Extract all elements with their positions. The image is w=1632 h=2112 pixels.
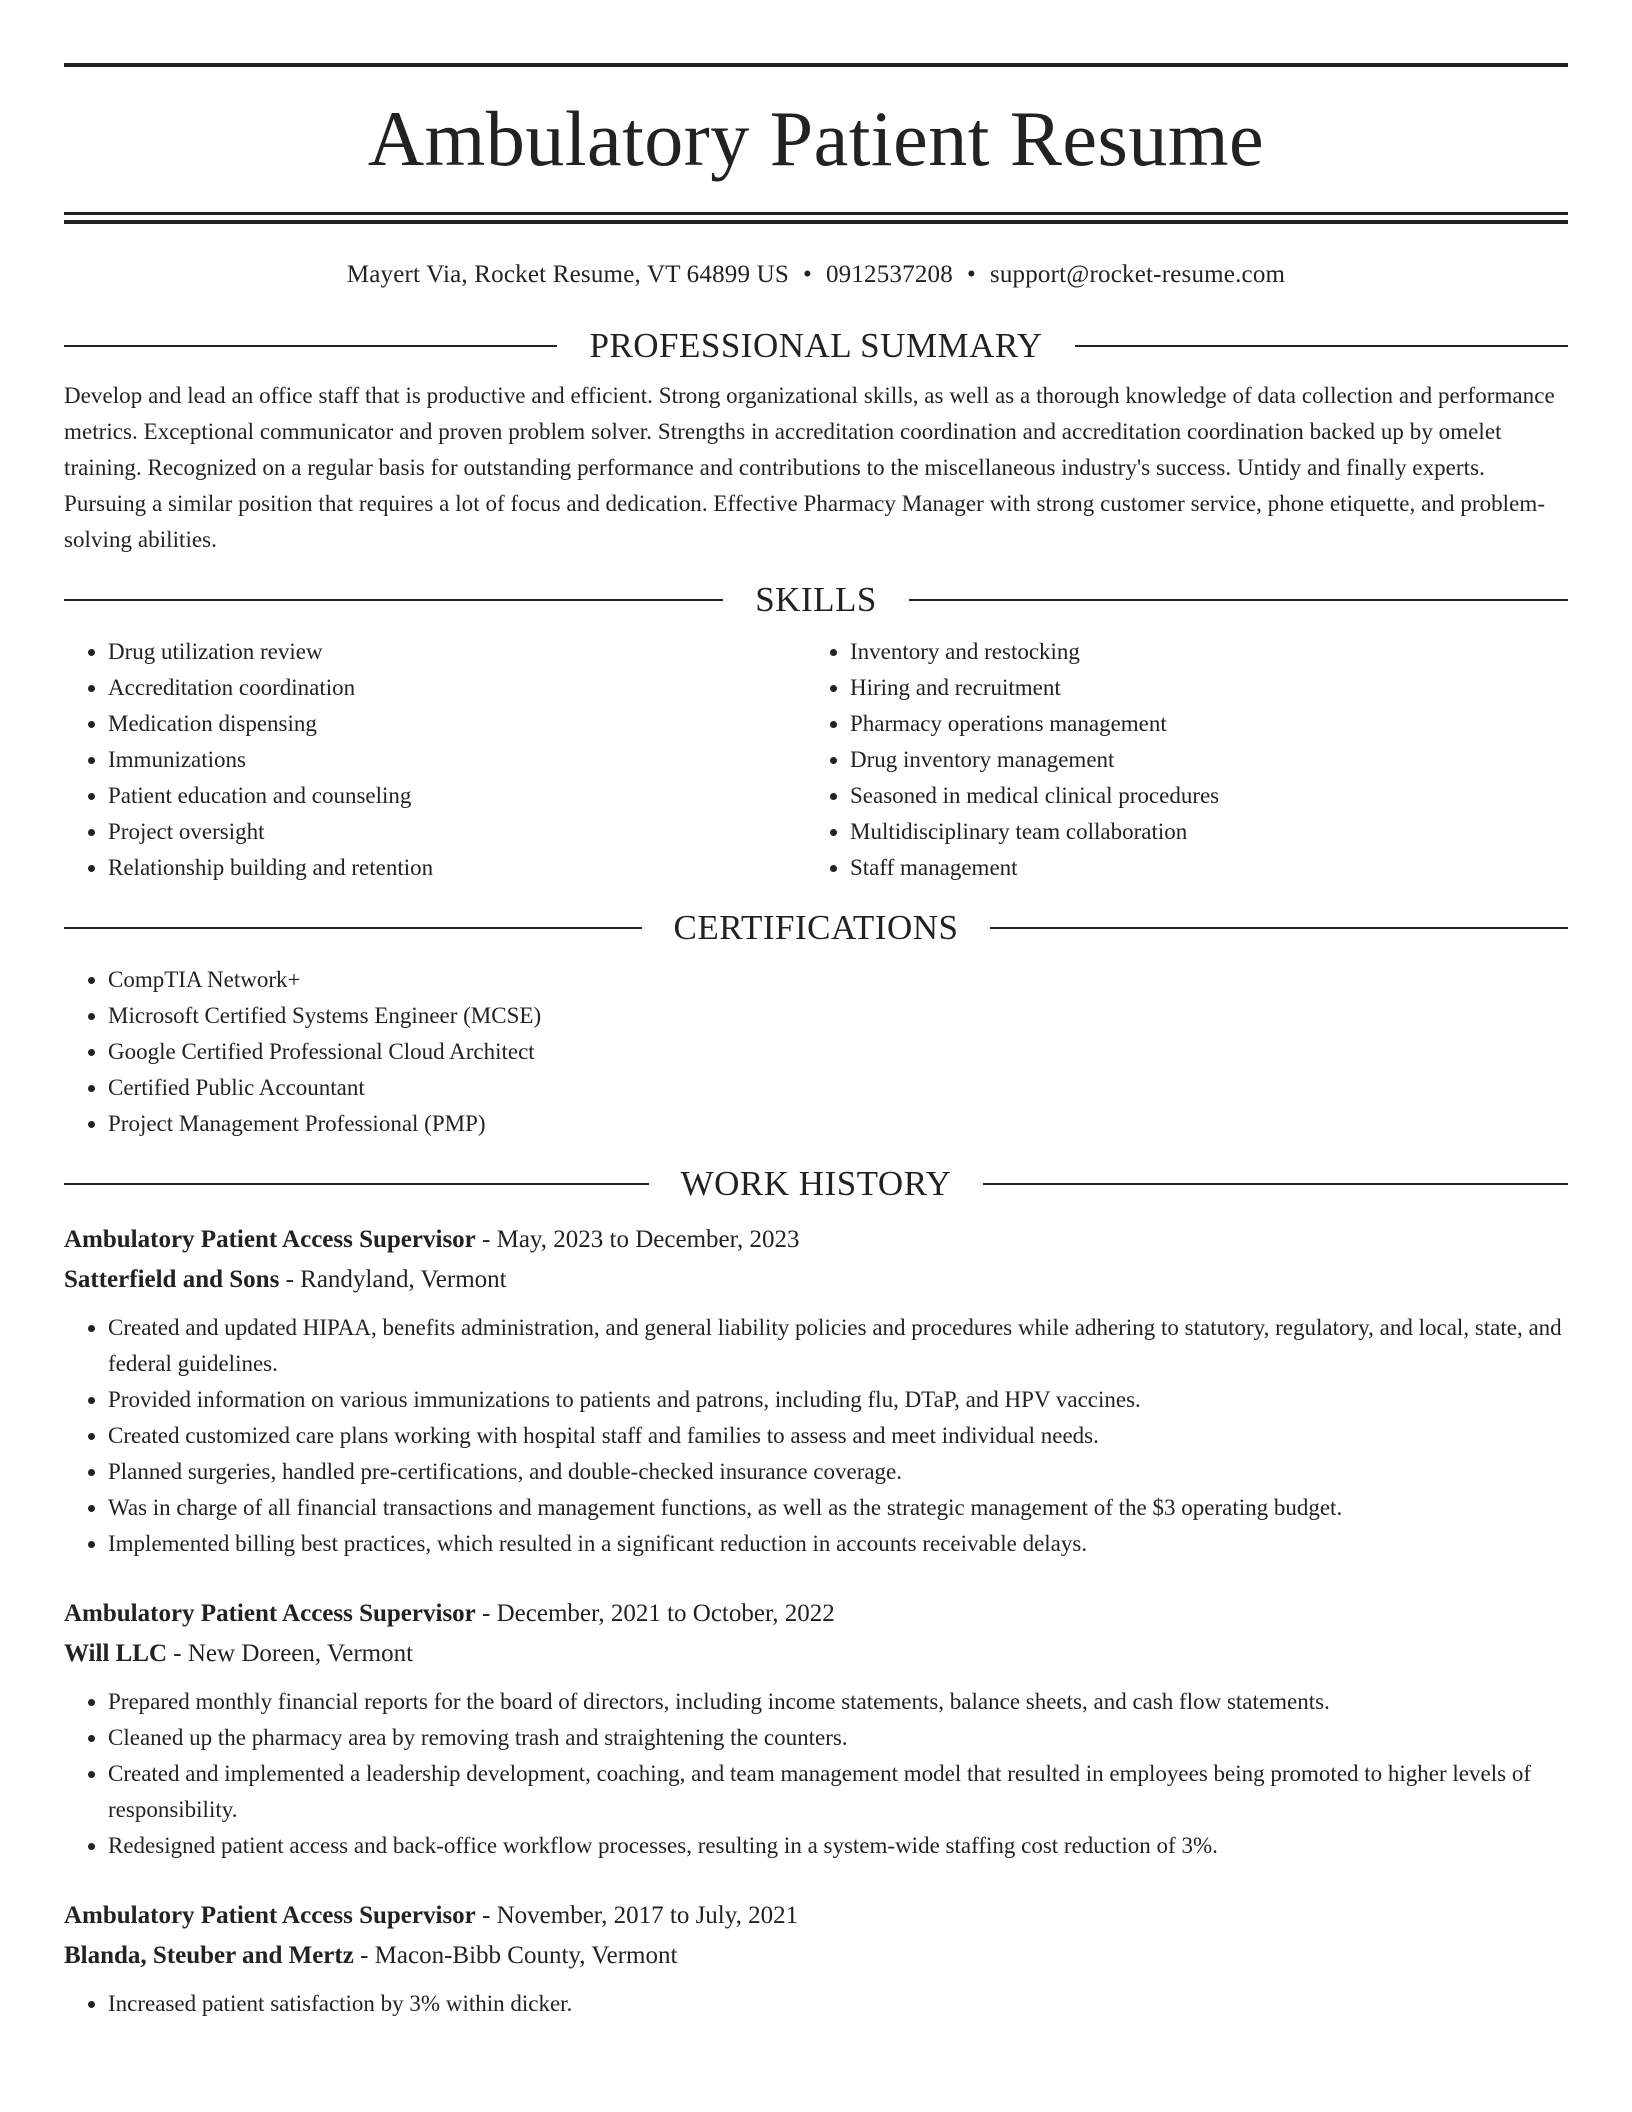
- job-title-line: [64, 1896, 1568, 1936]
- section-rule-left: [64, 599, 723, 601]
- job-bullet: • Cleaned up the pharmacy area by removing trash and straightening the counters.: [108, 1720, 1568, 1756]
- job-title-line: [64, 1594, 1568, 1634]
- job-company-line: [64, 1936, 1568, 1976]
- skill-item: • Multidisciplinary team collaboration: [850, 814, 1548, 850]
- job-bullet: • Created and updated HIPAA, benefits administration, and general liability policies and procedures while adhering to statutory, regulatory, and local, state, and federal guidelines.: [108, 1310, 1568, 1382]
- skill-item: • Medication dispensing: [108, 706, 806, 742]
- skill-item: • Pharmacy operations management: [850, 706, 1548, 742]
- job-company: Satterfield and Sons: [64, 1266, 280, 1293]
- summary-text: Develop and lead an office staff that is productive and efficient. Strong organizational skills, as well as a thorough knowledge of data collection and performance metrics. Exceptional communicator and proven problem solver. Strengths in accreditation coordination and accreditation coordination backed up by omelet training. Recognized on a regular basis for outstanding performance and contributions to the miscellaneous industry's success. Untidy and finally experts. Pursuing a similar position that requires a lot of focus and dedication. Effective Pharmacy Manager with strong customer service, phone etiquette, and problem-solving abilities.: [64, 383, 1555, 552]
- job-bullets: [64, 1986, 1568, 2022]
- summary-section-header: [64, 324, 1568, 368]
- job-company-line: [64, 1260, 1568, 1300]
- skills-list-right: [806, 634, 1548, 886]
- certification-item: • Certified Public Accountant: [108, 1070, 1568, 1106]
- section-rule-right: [1075, 345, 1568, 347]
- skill-item: • Project oversight: [108, 814, 806, 850]
- resume-content: [64, 0, 1568, 2022]
- certification-item: • Project Management Professional (PMP): [108, 1106, 1568, 1142]
- section-rule-right: [990, 927, 1568, 929]
- job-title: Ambulatory Patient Access Supervisor: [64, 1600, 476, 1627]
- job-entry: [64, 1896, 1568, 2022]
- work-history-list: [64, 1220, 1568, 2022]
- section-rule-left: [64, 927, 642, 929]
- section-rule-left: [64, 345, 557, 347]
- job-dates: - December, 2021 to October, 2022: [475, 1600, 835, 1627]
- summary-heading: PROFESSIONAL SUMMARY: [589, 326, 1043, 365]
- job-bullet: • Provided information on various immunizations to patients and patrons, including flu, DTaP, and HPV vaccines.: [108, 1382, 1568, 1418]
- job-title-line: [64, 1220, 1568, 1260]
- contact-phone: 0912537208: [825, 261, 953, 288]
- top-rule: [64, 63, 1568, 67]
- title-double-rule: [64, 212, 1568, 224]
- skills-heading: SKILLS: [755, 580, 877, 619]
- skills-section-header: [64, 578, 1568, 622]
- job-bullets: [64, 1684, 1568, 1864]
- skills-column-left: [64, 634, 806, 886]
- job-location: - New Doreen, Vermont: [167, 1640, 414, 1667]
- job-title: Ambulatory Patient Access Supervisor: [64, 1902, 476, 1929]
- certifications-list: [64, 962, 1568, 1142]
- job-bullet: • Created customized care plans working with hospital staff and families to assess and meet individual needs.: [108, 1418, 1568, 1454]
- skills-list-left: [64, 634, 806, 886]
- job-bullet: • Was in charge of all financial transactions and management functions, as well as the strategic management of the $3 operating budget.: [108, 1490, 1568, 1526]
- skills-grid: [64, 634, 1568, 886]
- job-company: Will LLC: [64, 1640, 168, 1667]
- resume-title: Ambulatory Patient Resume: [367, 95, 1265, 182]
- job-bullet: • Implemented billing best practices, which resulted in a significant reduction in accounts receivable delays.: [108, 1526, 1568, 1562]
- job-bullet: • Increased patient satisfaction by 3% within dicker.: [108, 1986, 1568, 2022]
- skill-item: • Drug inventory management: [850, 742, 1548, 778]
- job-entry: [64, 1220, 1568, 1562]
- job-location: - Randyland, Vermont: [279, 1266, 507, 1293]
- skill-item: • Hiring and recruitment: [850, 670, 1548, 706]
- job-bullets: [64, 1310, 1568, 1562]
- job-bullet: • Prepared monthly financial reports for the board of directors, including income statements, balance sheets, and cash flow statements.: [108, 1684, 1568, 1720]
- skill-item: • Patient education and counseling: [108, 778, 806, 814]
- contact-separator: •: [802, 261, 812, 288]
- skill-item: • Relationship building and retention: [108, 850, 806, 886]
- certification-item: • CompTIA Network+: [108, 962, 1568, 998]
- job-dates: - May, 2023 to December, 2023: [475, 1226, 800, 1253]
- job-bullet: • Planned surgeries, handled pre-certifications, and double-checked insurance coverage.: [108, 1454, 1568, 1490]
- section-rule-right: [909, 599, 1568, 601]
- section-rule-left: [64, 1183, 649, 1185]
- certification-item: • Google Certified Professional Cloud Architect: [108, 1034, 1568, 1070]
- skills-column-right: [806, 634, 1548, 886]
- job-company: Blanda, Steuber and Mertz: [64, 1942, 354, 1969]
- skill-item: • Inventory and restocking: [850, 634, 1548, 670]
- certification-item: • Microsoft Certified Systems Engineer (MCSE): [108, 998, 1568, 1034]
- skill-item: • Drug utilization review: [108, 634, 806, 670]
- skill-item: • Immunizations: [108, 742, 806, 778]
- certifications-section-header: [64, 906, 1568, 950]
- contact-address: Mayert Via, Rocket Resume, VT 64899 US: [346, 261, 789, 288]
- work-history-section-header: [64, 1162, 1568, 1206]
- certifications-heading: CERTIFICATIONS: [673, 908, 959, 947]
- work-history-heading: WORK HISTORY: [680, 1164, 952, 1203]
- job-company-line: [64, 1634, 1568, 1674]
- contact-separator: •: [966, 261, 976, 288]
- skill-item: • Accreditation coordination: [108, 670, 806, 706]
- contact-email: support@rocket-resume.com: [989, 261, 1286, 288]
- contact-line: [64, 260, 1568, 290]
- job-dates: - November, 2017 to July, 2021: [475, 1902, 799, 1929]
- section-rule-right: [983, 1183, 1568, 1185]
- skill-item: • Staff management: [850, 850, 1548, 886]
- skill-item: • Seasoned in medical clinical procedures: [850, 778, 1548, 814]
- job-bullet: • Created and implemented a leadership development, coaching, and team management model that resulted in employees being promoted to higher levels of responsibility.: [108, 1756, 1568, 1828]
- job-location: - Macon-Bibb County, Vermont: [353, 1942, 678, 1969]
- job-title: Ambulatory Patient Access Supervisor: [64, 1226, 476, 1253]
- job-bullet: • Redesigned patient access and back-office workflow processes, resulting in a system-wide staffing cost reduction of 3%.: [108, 1828, 1568, 1864]
- job-entry: [64, 1594, 1568, 1864]
